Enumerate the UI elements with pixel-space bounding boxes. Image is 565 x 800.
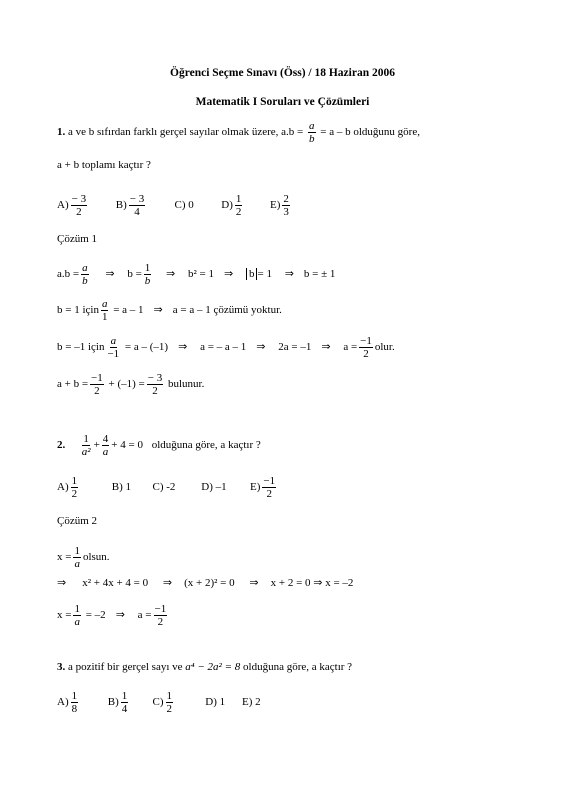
q1-fraction: $\frac{a}{b}$ — [309, 120, 315, 145]
q3-expression: a⁴ − 2a² = 8 — [185, 661, 241, 673]
q1-option-a: A) $\frac{- 3}{2}$ — [57, 193, 87, 218]
q1-option-b: B) $\frac{- 3}{4}$ — [115, 193, 145, 218]
q2-solution-line1: x = $\frac{1}{a}$ olsun. — [57, 545, 110, 570]
q2-solution-title: Çözüm 2 — [57, 515, 98, 527]
q1-text-before: a ve b sıfırdan farklı gerçel sayılar olmak üzere, a.b = — [68, 126, 304, 139]
q2-option-b: B) 1 — [111, 481, 131, 494]
q2-option-a: A) $\frac{1}{2}$ — [57, 475, 78, 500]
q2-number: 2. — [57, 439, 66, 452]
q1-line2: a + b toplamı kaçtır ? — [57, 159, 151, 171]
page-title: Öğrenci Seçme Sınavı (Öss) / 18 Haziran 2006 — [170, 67, 395, 79]
q1-solution-line4: a + b = $\frac{-1}{2}$ + (–1) = $\frac{- 3}{2}$ bulunur. — [57, 372, 205, 397]
q2-stem: 2. $\frac{1}{\text{a²}}$ + $\frac{4}{a}$ + 4 = 0 olduğuna göre, a kaçtır ? — [57, 433, 261, 458]
q1-text-after: = a – b olduğunu göre, — [320, 126, 420, 139]
q1-solution-line3: b = –1 için $\frac{a}{-1}$ = a – (–1) ⇒ a = – a – 1 ⇒ 2a = –1 ⇒ a = $\frac{-1}{2}$ olur. — [57, 335, 395, 360]
q2-option-c: C) -2 — [152, 481, 176, 494]
q3-option-c: C) $\frac{1}{2}$ — [152, 690, 172, 715]
q2-solution-line3: x = $\frac{1}{a}$ = –2 ⇒ a = $\frac{-1}{2}$ — [57, 603, 167, 628]
q3-option-a: A) $\frac{1}{8}$ — [57, 690, 78, 715]
q3-option-d: D) 1 — [205, 696, 226, 709]
q3-number: 3. — [57, 661, 66, 673]
q2-solution-line2: ⇒ x² + 4x + 4 = 0 ⇒ (x + 2)² = 0 ⇒ x + 2 = 0 ⇒ x = –2 — [57, 577, 354, 589]
q1-option-c: C) 0 — [174, 199, 194, 212]
q1-solution-title: Çözüm 1 — [57, 233, 98, 245]
q1-options — [57, 193, 292, 218]
q1-stem — [57, 120, 420, 145]
q3-option-e: E) 2 — [242, 696, 261, 709]
q3-stem: 3. a pozitif bir gerçel sayı ve a⁴ − 2a² = 8 olduğuna göre, a kaçtır ? — [57, 661, 353, 673]
q1-solution-line1: a.b = $\frac{a}{b}$ ⇒ b = $\frac{1}{b}$ ⇒ b² = 1 ⇒ b = 1 ⇒ b = ± 1 — [57, 262, 336, 287]
q1-option-e: E) $\frac{2}{3}$ — [270, 193, 289, 218]
q2-options — [57, 475, 278, 500]
q1-option-d: D) $\frac{1}{2}$ — [221, 193, 242, 218]
q1-solution-line2: b = 1 için $\frac{a}{1}$ = a – 1 ⇒ a = a – 1 çözümü yoktur. — [57, 298, 282, 323]
q3-options — [57, 690, 261, 715]
page-subtitle: Matematik I Soruları ve Çözümleri — [195, 96, 370, 108]
q2-option-d: D) –1 — [201, 481, 227, 494]
q2-option-e: E) $\frac{-1}{2}$ — [250, 475, 276, 500]
q3-option-b: B) $\frac{1}{4}$ — [107, 690, 128, 715]
q1-number: 1. — [57, 126, 66, 139]
